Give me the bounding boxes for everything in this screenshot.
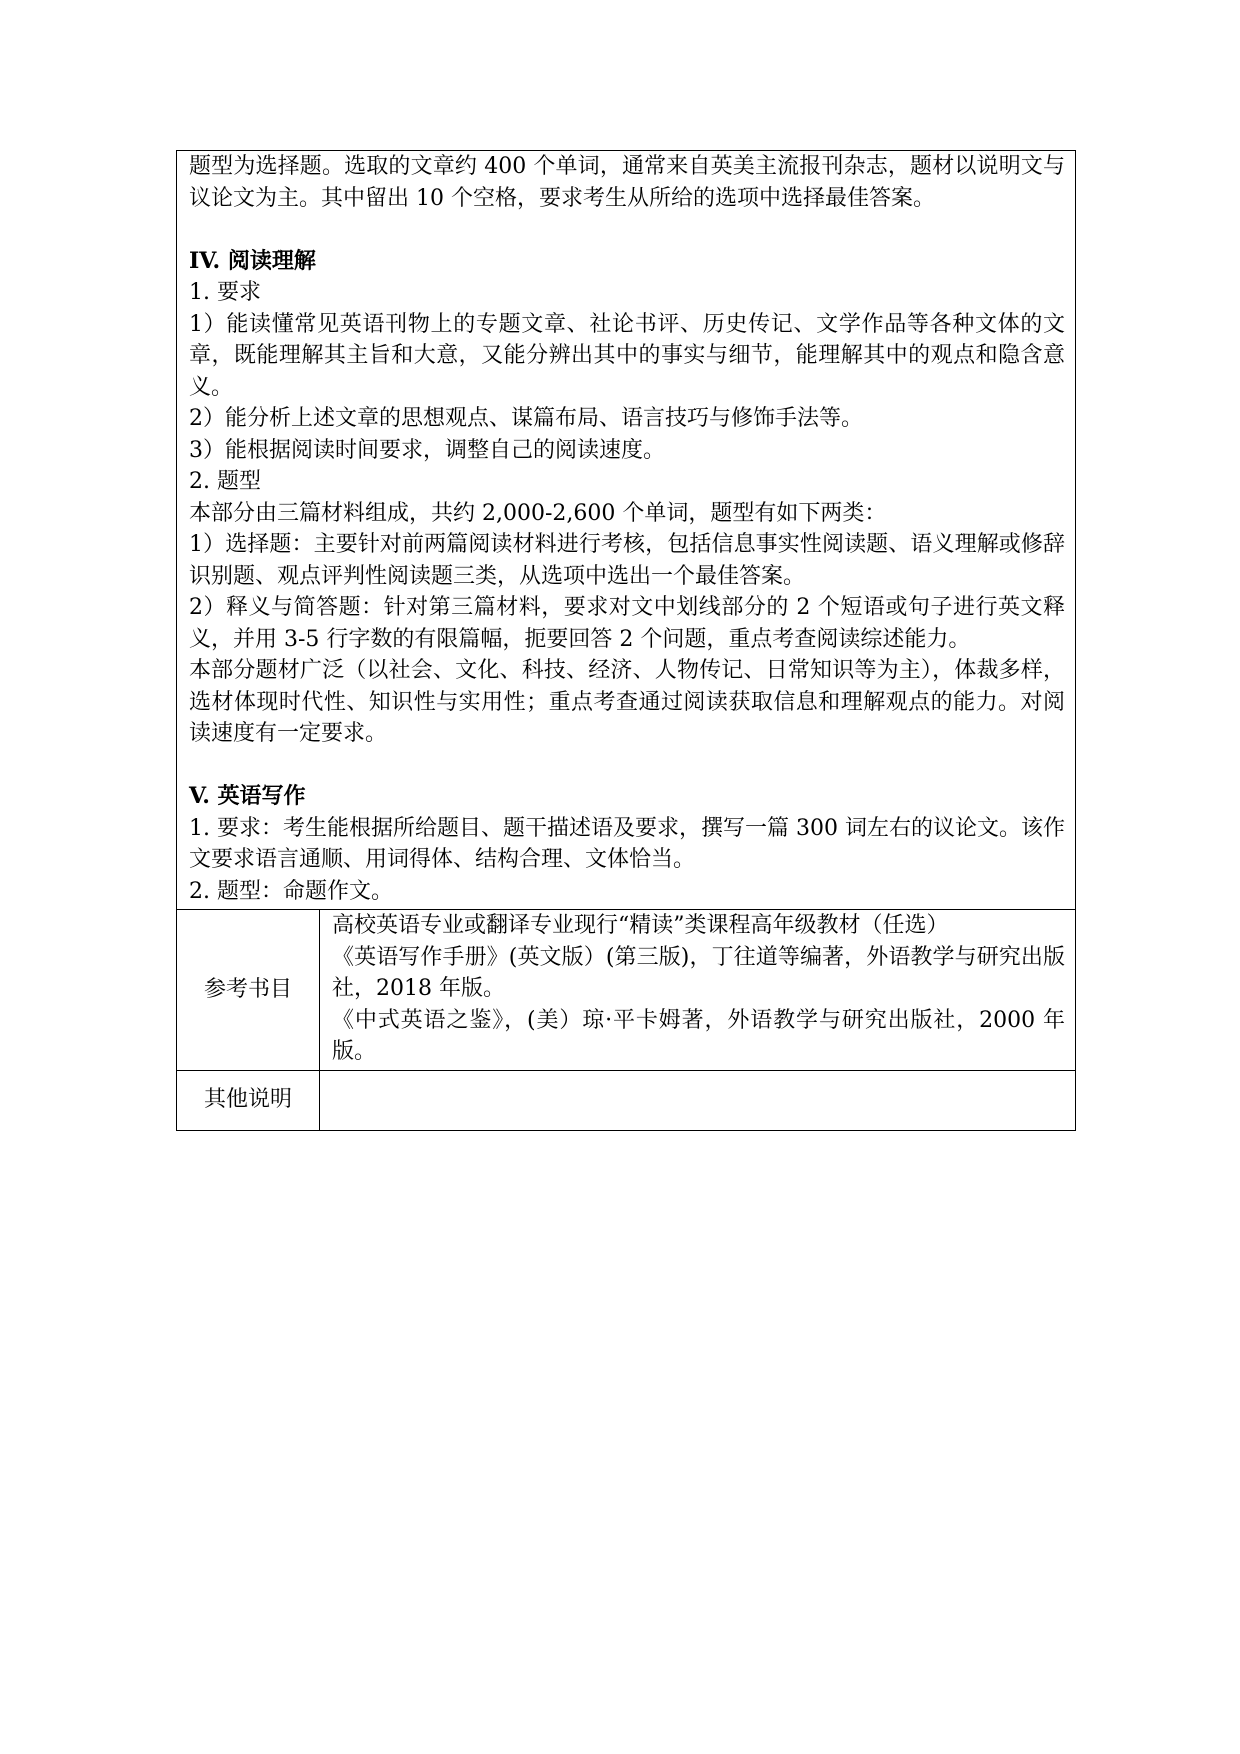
reading-type-intro: 本部分由三篇材料组成，共约 2,000-2,600 个单词，题型有如下两类： (189, 500, 887, 526)
reading-req-item-1: 1）能读懂常见英语刊物上的专题文章、社论书评、历史传记、文学作品等各种文体的文章，既能理解其主旨和大意，又能分辨出其中的事实与细节，能理解其中的观点和隐含意义。 (189, 311, 1066, 400)
spacer (189, 214, 1065, 246)
reading-heading: IV. 阅读理解 (189, 247, 316, 274)
other-value (320, 1070, 1076, 1130)
other-row (177, 1070, 1076, 1130)
cloze-description: 题型为选择题。选取的文章约 400 个单词，通常来自英美主流报刊杂志，题材以说明文与议论文为主。其中留出 10 个空格，要求考生从所给的选项中选择最佳答案。 (189, 154, 1066, 211)
references-row (177, 910, 1076, 1071)
reading-summary: 本部分题材广泛（以社会、文化、科技、经济、人物传记、日常知识等为主），体裁多样，选材体现时代性、知识性与实用性；重点考查通过阅读获取信息和理解观点的能力。对阅读速度有一定要求。 (189, 658, 1066, 746)
writing-heading: V. 英语写作 (189, 783, 306, 809)
reference-item-3: 《中式英语之鉴》，(美）琼·平卡姆著，外语教学与研究出版社，2000 年版。 (332, 1007, 1066, 1064)
content-row (177, 151, 1076, 910)
reference-item-2: 《英语写作手册》(英文版）(第三版)，丁往道等编著，外语教学与研究出版社，2018 年版。 (332, 944, 1066, 1001)
reading-req-item-2: 2）能分析上述文章的思想观点、谋篇布局、语言技巧与修饰手法等。 (189, 406, 863, 431)
references-label: 参考书目 (177, 910, 320, 1071)
spacer (189, 750, 1065, 782)
other-label: 其他说明 (177, 1070, 320, 1130)
reading-type-item-1: 1）选择题：主要针对前两篇阅读材料进行考核，包括信息事实性阅读题、语义理解或修辞识别题、观点评判性阅读题三类，从选项中选出一个最佳答案。 (189, 532, 1066, 589)
exam-content-cell (177, 151, 1076, 910)
writing-req: 1. 要求：考生能根据所给题目、题干描述语及要求，撰写一篇 300 词左右的议论文。该作文要求语言通顺、用词得体、结构合理、文体恰当。 (189, 815, 1066, 872)
writing-type: 2. 题型：命题作文。 (189, 878, 393, 904)
reference-item-1: 高校英语专业或翻译专业现行“精读”类课程高年级教材（任选） (332, 913, 949, 938)
reading-req-title: 1. 要求 (189, 280, 261, 305)
references-cell (320, 910, 1076, 1071)
syllabus-table (176, 150, 1076, 1131)
reading-type-title: 2. 题型 (189, 469, 261, 494)
reading-type-item-2: 2）释义与简答题：针对第三篇材料，要求对文中划线部分的 2 个短语或句子进行英文释义，并用 3-5 行字数的有限篇幅，扼要回答 2 个问题，重点考查阅读综述能力。 (189, 595, 1066, 652)
reading-req-item-3: 3）能根据阅读时间要求，调整自己的阅读速度。 (189, 437, 665, 463)
